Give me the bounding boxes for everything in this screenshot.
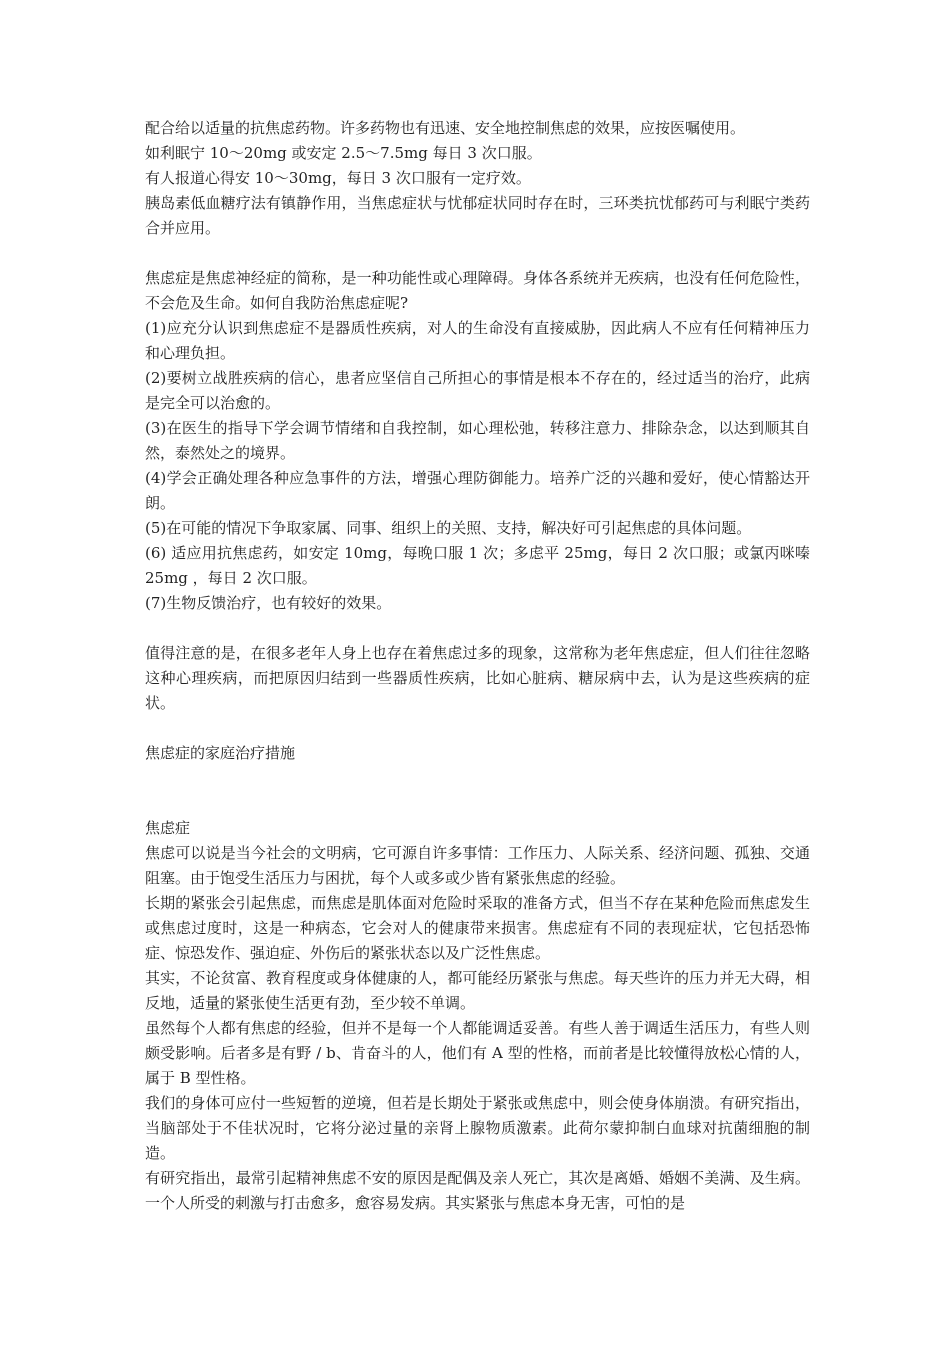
document-body <box>145 116 810 1216</box>
blank-line <box>145 716 810 741</box>
section-heading: 焦虑症的家庭治疗措施 <box>145 744 296 762</box>
blank-line <box>145 241 810 266</box>
list-item: (5)在可能的情况下争取家属、同事、组织上的关照、支持，解决好可引起焦虑的具体问题。 <box>145 519 752 537</box>
paragraph: 其实，不论贫富、教育程度或身体健康的人，都可能经历紧张与焦虑。每天些许的压力并无大碍，相反地，适量的紧张使生活更有劲，至少较不单调。 <box>145 969 810 1012</box>
list-item: (3)在医生的指导下学会调节情绪和自我控制，如心理松弛，转移注意力、排除杂念，以达到顺其自然，泰然处之的境界。 <box>145 419 810 462</box>
list-item: (1)应充分认识到焦虑症不是器质性疾病，对人的生命没有直接威胁，因此病人不应有任何精神压力和心理负担。 <box>145 319 810 362</box>
paragraph: 焦虑症是焦虑神经症的简称，是一种功能性或心理障碍。身体各系统并无疾病，也没有任何危险性，不会危及生命。如何自我防治焦虑症呢? <box>145 269 810 312</box>
paragraph: 如利眠宁 10～20mg 或安定 2.5～7.5mg 每日 3 次口服。 <box>145 144 542 162</box>
paragraph: 胰岛素低血糖疗法有镇静作用，当焦虑症状与忧郁症状同时存在时，三环类抗忧郁药可与利眠宁类药合并应用。 <box>145 194 810 237</box>
paragraph: 有人报道心得安 10～30mg，每日 3 次口服有一定疗效。 <box>145 169 531 187</box>
paragraph: 长期的紧张会引起焦虑，而焦虑是肌体面对危险时采取的准备方式，但当不存在某种危险而焦虑发生或焦虑过度时，这是一种病态，它会对人的健康带来损害。焦虑症有不同的表现症状，它包括恐怖症、惊恐发作、强迫症、外伤后的紧张状态以及广泛性焦虑。 <box>145 894 810 962</box>
paragraph: 我们的身体可应付一些短暂的逆境，但若是长期处于紧张或焦虑中，则会使身体崩溃。有研究指出，当脑部处于不佳状况时，它将分泌过量的亲肾上腺物质激素。此荷尔蒙抑制白血球对抗菌细胞的制造。 <box>145 1094 810 1162</box>
section-heading: 焦虑症 <box>145 819 191 837</box>
list-item: (6) 适应用抗焦虑药，如安定 10mg，每晚口服 1 次；多虑平 25mg，每日 2 次口服；或氯丙咪嗪 25mg ，每日 2 次口服。 <box>145 544 810 587</box>
list-item: (2)要树立战胜疾病的信心，患者应坚信自己所担心的事情是根本不存在的，经过适当的治疗，此病是完全可以治愈的。 <box>145 369 810 412</box>
paragraph: 值得注意的是，在很多老年人身上也存在着焦虑过多的现象，这常称为老年焦虑症，但人们往往忽略这种心理疾病，而把原因归结到一些器质性疾病，比如心脏病、糖尿病中去，认为是这些疾病的症状。 <box>145 644 810 712</box>
blank-line <box>145 616 810 641</box>
list-item: (4)学会正确处理各种应急事件的方法，增强心理防御能力。培养广泛的兴趣和爱好，使心情豁达开朗。 <box>145 469 810 512</box>
blank-line <box>145 766 810 816</box>
paragraph: 配合给以适量的抗焦虑药物。许多药物也有迅速、安全地控制焦虑的效果，应按医嘱使用。 <box>145 119 746 137</box>
paragraph: 虽然每个人都有焦虑的经验，但并不是每一个人都能调适妥善。有些人善于调适生活压力，有些人则颇受影响。后者多是有野 / b、肯奋斗的人，他们有 A 型的性格，而前者是比较懂得放松心情的人，属于 B 型性格。 <box>145 1019 810 1087</box>
paragraph: 有研究指出，最常引起精神焦虑不安的原因是配偶及亲人死亡，其次是离婚、婚姻不美满、及生病。一个人所受的刺激与打击愈多，愈容易发病。其实紧张与焦虑本身无害，可怕的是 <box>145 1169 810 1212</box>
paragraph: 焦虑可以说是当今社会的文明病，它可源自许多事情：工作压力、人际关系、经济问题、孤独、交通阻塞。由于饱受生活压力与困扰，每个人或多或少皆有紧张焦虑的经验。 <box>145 844 810 887</box>
list-item: (7)生物反馈治疗，也有较好的效果。 <box>145 594 392 612</box>
